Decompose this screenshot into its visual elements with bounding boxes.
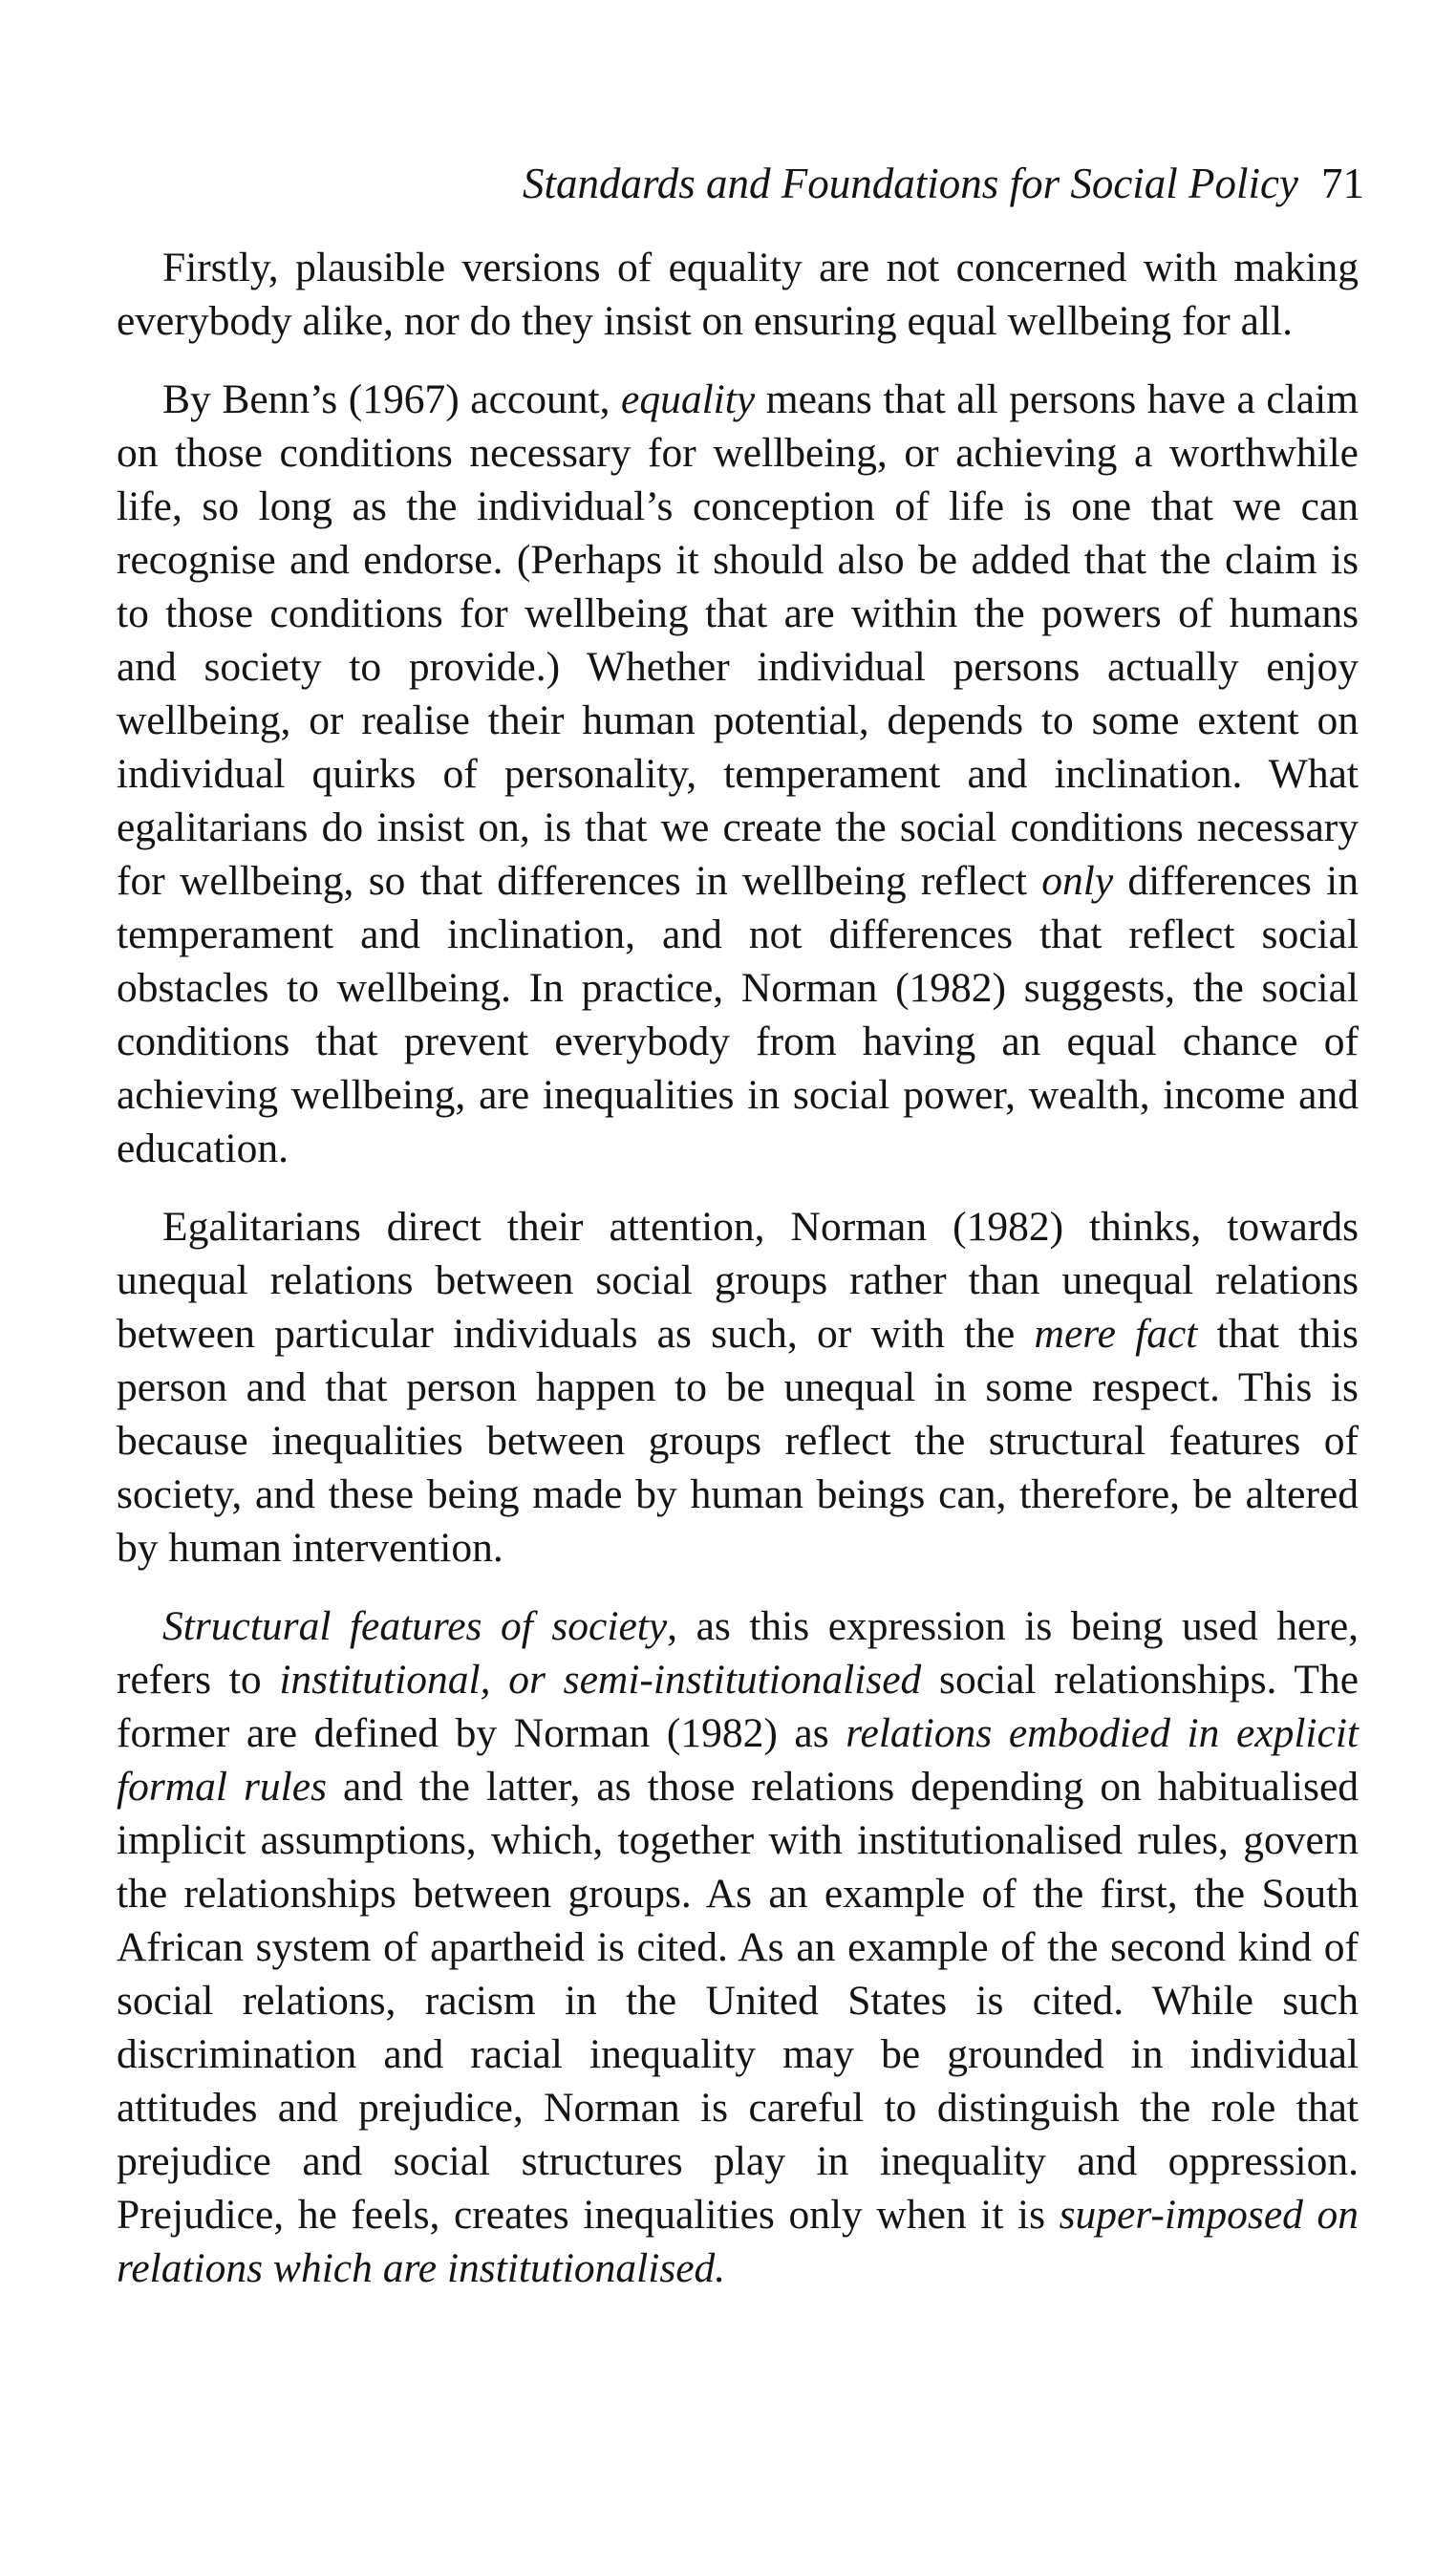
text-run: differences in temperament and inclination, and not differences that reflect social obstacles to wellbeing. In practice, Norman (1982) suggests, the social conditions that prevent everybody from having an equal chance of achieving wellbeing, are inequalities in social power, wealth, income and education. (117, 858, 1359, 1171)
text-run: that this person and that person happen to be unequal in some respect. This is because inequalities between groups reflect the structural features of society, and these being made by human beings can, therefore, be altered by human intervention. (117, 1311, 1359, 1571)
emphasis-super-imposed: super-imposed on relations which are institutionalised. (117, 2192, 1359, 2291)
body-text (117, 241, 1359, 2320)
emphasis-equality: equality (621, 376, 756, 422)
text-run: Egalitarians direct their attention, Norman (1982) thinks, towards unequal relations between social groups rather than unequal relations between particular individuals as such, or with the (117, 1204, 1359, 1357)
text-run: means that all persons have a claim on those conditions necessary for wellbeing, or achieving a worthwhile life, so long as the individual’s conception of life is one that we can recognise and endorse. (Perhaps it should also be added that the claim is to those conditions for wellbeing that are within the powers of humans and society to provide.) Whether individual persons actually enjoy wellbeing, or realise their human potential, depends to some extent on individual quirks of personality, temperament and inclination. What egalitarians do insist on, is that we create the social conditions necessary for wellbeing, so that differences in wellbeing reflect (117, 376, 1359, 904)
paragraph-egalitarians (117, 1200, 1359, 1575)
text-run: Firstly, plausible versions of equality are not concerned with making everybody alike, nor do they insist on ensuring equal wellbeing for all. (117, 245, 1359, 344)
running-title: Standards and Foundations for Social Policy (522, 160, 1298, 207)
text-run: , as this expression is being used here, refers to (117, 1603, 1359, 1703)
emphasis-only: only (1041, 858, 1114, 904)
running-head (115, 157, 1364, 210)
emphasis-institutional: institutional, or semi-institutionalised (279, 1657, 922, 1703)
paragraph-equality-intro (117, 241, 1359, 348)
page-number: 71 (1321, 160, 1364, 207)
emphasis-structural-features: Structural features of society (162, 1603, 668, 1649)
emphasis-formal-rules: relations embodied in explicit formal rules (117, 1710, 1359, 1810)
paragraph-structural-features (117, 1599, 1359, 2295)
paragraph-benn-account (117, 373, 1359, 1175)
text-run: By Benn’s (1967) account, (162, 376, 622, 422)
text-run: social relationships. The former are defined by Norman (1982) as (117, 1657, 1360, 1756)
text-run: and the latter, as those relations depending on habitualised implicit assumptions, which, together with institutionalised rules, govern the relationships between groups. As an example of the first, the South African system of apartheid is cited. As an example of the second kind of social relations, racism in the United States is cited. While such discrimination and racial inequality may be grounded in individual attitudes and prejudice, Norman is careful to distinguish the role that prejudice and social structures play in inequality and oppression. Prejudice, he feels, creates inequalities only when it is (117, 1764, 1359, 2238)
emphasis-mere-fact: mere fact (1034, 1311, 1198, 1357)
